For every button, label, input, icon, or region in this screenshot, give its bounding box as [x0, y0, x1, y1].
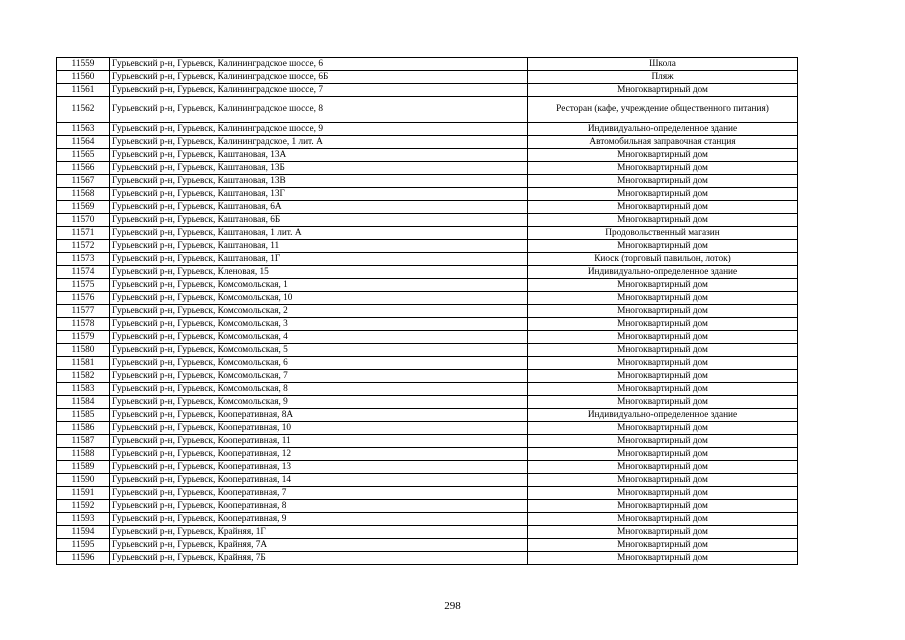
- address-cell: Гурьевский р-н, Гурьевск, Комсомольская, 3: [110, 318, 528, 331]
- object-type-cell: Многоквартирный дом: [528, 162, 798, 175]
- row-number-cell: 11592: [57, 500, 110, 513]
- table-row: [57, 526, 798, 539]
- row-number-cell: 11583: [57, 383, 110, 396]
- address-cell: Гурьевский р-н, Гурьевск, Комсомольская, 6: [110, 357, 528, 370]
- address-cell: Гурьевский р-н, Гурьевск, Каштановая, 6А: [110, 201, 528, 214]
- object-type-cell: Киоск (торговый павильон, лоток): [528, 253, 798, 266]
- object-type-cell: Многоквартирный дом: [528, 500, 798, 513]
- object-type-cell: Многоквартирный дом: [528, 331, 798, 344]
- row-number-cell: 11596: [57, 552, 110, 565]
- row-number-cell: 11566: [57, 162, 110, 175]
- table-row: [57, 240, 798, 253]
- table-row: [57, 448, 798, 461]
- object-type-cell: Многоквартирный дом: [528, 357, 798, 370]
- row-number-cell: 11581: [57, 357, 110, 370]
- row-number-cell: 11561: [57, 84, 110, 97]
- object-type-cell: Пляж: [528, 71, 798, 84]
- row-number-cell: 11576: [57, 292, 110, 305]
- object-type-cell: Многоквартирный дом: [528, 318, 798, 331]
- registry-table-body: [57, 58, 798, 565]
- row-number-cell: 11563: [57, 123, 110, 136]
- row-number-cell: 11591: [57, 487, 110, 500]
- address-cell: Гурьевский р-н, Гурьевск, Кооперативная, 7: [110, 487, 528, 500]
- table-row: [57, 188, 798, 201]
- row-number-cell: 11565: [57, 149, 110, 162]
- table-row: [57, 344, 798, 357]
- row-number-cell: 11578: [57, 318, 110, 331]
- object-type-cell: Многоквартирный дом: [528, 435, 798, 448]
- address-cell: Гурьевский р-н, Гурьевск, Комсомольская, 9: [110, 396, 528, 409]
- table-row: [57, 305, 798, 318]
- table-row: [57, 500, 798, 513]
- address-cell: Гурьевский р-н, Гурьевск, Комсомольская, 1: [110, 279, 528, 292]
- address-cell: Гурьевский р-н, Гурьевск, Каштановая, 11: [110, 240, 528, 253]
- address-cell: Гурьевский р-н, Гурьевск, Каштановая, 6Б: [110, 214, 528, 227]
- object-type-cell: Многоквартирный дом: [528, 305, 798, 318]
- table-row: [57, 201, 798, 214]
- row-number-cell: 11567: [57, 175, 110, 188]
- address-cell: Гурьевский р-н, Гурьевск, Каштановая, 1 лит. А: [110, 227, 528, 240]
- row-number-cell: 11570: [57, 214, 110, 227]
- address-cell: Гурьевский р-н, Гурьевск, Кооперативная, 13: [110, 461, 528, 474]
- object-type-cell: Школа: [528, 58, 798, 71]
- row-number-cell: 11559: [57, 58, 110, 71]
- table-row: [57, 435, 798, 448]
- address-cell: Гурьевский р-н, Гурьевск, Калининградское шоссе, 6: [110, 58, 528, 71]
- table-row: [57, 383, 798, 396]
- object-type-cell: Индивидуально-определенное здание: [528, 266, 798, 279]
- table-row: [57, 266, 798, 279]
- object-type-cell: Многоквартирный дом: [528, 175, 798, 188]
- table-row: [57, 318, 798, 331]
- address-cell: Гурьевский р-н, Гурьевск, Кооперативная, 8А: [110, 409, 528, 422]
- address-cell: Гурьевский р-н, Гурьевск, Кооперативная, 9: [110, 513, 528, 526]
- row-number-cell: 11594: [57, 526, 110, 539]
- object-type-cell: Многоквартирный дом: [528, 448, 798, 461]
- table-row: [57, 474, 798, 487]
- address-cell: Гурьевский р-н, Гурьевск, Крайняя, 1Г: [110, 526, 528, 539]
- address-cell: Гурьевский р-н, Гурьевск, Комсомольская, 7: [110, 370, 528, 383]
- address-cell: Гурьевский р-н, Гурьевск, Кооперативная, 11: [110, 435, 528, 448]
- address-cell: Гурьевский р-н, Гурьевск, Каштановая, 13Б: [110, 162, 528, 175]
- row-number-cell: 11569: [57, 201, 110, 214]
- table-row: [57, 461, 798, 474]
- address-cell: Гурьевский р-н, Гурьевск, Крайняя, 7А: [110, 539, 528, 552]
- address-cell: Гурьевский р-н, Гурьевск, Комсомольская, 5: [110, 344, 528, 357]
- object-type-cell: Многоквартирный дом: [528, 461, 798, 474]
- row-number-cell: 11579: [57, 331, 110, 344]
- table-row: [57, 331, 798, 344]
- row-number-cell: 11582: [57, 370, 110, 383]
- row-number-cell: 11589: [57, 461, 110, 474]
- address-cell: Гурьевский р-н, Гурьевск, Калининградское шоссе, 9: [110, 123, 528, 136]
- address-cell: Гурьевский р-н, Гурьевск, Комсомольская, 2: [110, 305, 528, 318]
- address-cell: Гурьевский р-н, Гурьевск, Калининградское, 1 лит. А: [110, 136, 528, 149]
- address-cell: Гурьевский р-н, Гурьевск, Кооперативная, 8: [110, 500, 528, 513]
- table-row: [57, 214, 798, 227]
- row-number-cell: 11595: [57, 539, 110, 552]
- object-type-cell: Индивидуально-определенное здание: [528, 409, 798, 422]
- table-row: [57, 487, 798, 500]
- row-number-cell: 11568: [57, 188, 110, 201]
- object-type-cell: Многоквартирный дом: [528, 201, 798, 214]
- address-cell: Гурьевский р-н, Гурьевск, Каштановая, 13Г: [110, 188, 528, 201]
- table-row: [57, 370, 798, 383]
- row-number-cell: 11586: [57, 422, 110, 435]
- address-cell: Гурьевский р-н, Гурьевск, Каштановая, 1Г: [110, 253, 528, 266]
- table-row: [57, 162, 798, 175]
- row-number-cell: 11574: [57, 266, 110, 279]
- address-cell: Гурьевский р-н, Гурьевск, Кооперативная, 14: [110, 474, 528, 487]
- table-row: [57, 513, 798, 526]
- row-number-cell: 11584: [57, 396, 110, 409]
- address-cell: Гурьевский р-н, Гурьевск, Калининградское шоссе, 6Б: [110, 71, 528, 84]
- table-row: [57, 97, 798, 123]
- table-row: [57, 71, 798, 84]
- table-row: [57, 253, 798, 266]
- address-cell: Гурьевский р-н, Гурьевск, Кооперативная, 10: [110, 422, 528, 435]
- address-cell: Гурьевский р-н, Гурьевск, Калининградское шоссе, 7: [110, 84, 528, 97]
- object-type-cell: Многоквартирный дом: [528, 84, 798, 97]
- row-number-cell: 11577: [57, 305, 110, 318]
- address-cell: Гурьевский р-н, Гурьевск, Кооперативная, 12: [110, 448, 528, 461]
- row-number-cell: 11593: [57, 513, 110, 526]
- object-type-cell: Автомобильная заправочная станция: [528, 136, 798, 149]
- table-row: [57, 409, 798, 422]
- object-type-cell: Многоквартирный дом: [528, 149, 798, 162]
- row-number-cell: 11571: [57, 227, 110, 240]
- row-number-cell: 11572: [57, 240, 110, 253]
- table-row: [57, 539, 798, 552]
- row-number-cell: 11585: [57, 409, 110, 422]
- address-cell: Гурьевский р-н, Гурьевск, Калининградское шоссе, 8: [110, 97, 528, 123]
- row-number-cell: 11580: [57, 344, 110, 357]
- address-cell: Гурьевский р-н, Гурьевск, Кленовая, 15: [110, 266, 528, 279]
- row-number-cell: 11564: [57, 136, 110, 149]
- page-number: 298: [444, 600, 461, 612]
- object-type-cell: Многоквартирный дом: [528, 474, 798, 487]
- object-type-cell: Многоквартирный дом: [528, 539, 798, 552]
- table-row: [57, 422, 798, 435]
- object-type-cell: Индивидуально-определенное здание: [528, 123, 798, 136]
- object-type-cell: Многоквартирный дом: [528, 396, 798, 409]
- object-type-cell: Многоквартирный дом: [528, 383, 798, 396]
- row-number-cell: 11573: [57, 253, 110, 266]
- table-row: [57, 84, 798, 97]
- address-cell: Гурьевский р-н, Гурьевск, Каштановая, 13В: [110, 175, 528, 188]
- object-type-cell: Многоквартирный дом: [528, 214, 798, 227]
- table-row: [57, 136, 798, 149]
- address-cell: Гурьевский р-н, Гурьевск, Каштановая, 13А: [110, 149, 528, 162]
- table-row: [57, 552, 798, 565]
- object-type-cell: Ресторан (кафе, учреждение общественного питания): [528, 97, 798, 123]
- row-number-cell: 11587: [57, 435, 110, 448]
- object-type-cell: Многоквартирный дом: [528, 513, 798, 526]
- object-type-cell: Многоквартирный дом: [528, 526, 798, 539]
- object-type-cell: Продовольственный магазин: [528, 227, 798, 240]
- table-row: [57, 58, 798, 71]
- row-number-cell: 11562: [57, 97, 110, 123]
- object-type-cell: Многоквартирный дом: [528, 344, 798, 357]
- table-row: [57, 357, 798, 370]
- object-type-cell: Многоквартирный дом: [528, 552, 798, 565]
- table-row: [57, 149, 798, 162]
- table-row: [57, 292, 798, 305]
- table-row: [57, 396, 798, 409]
- row-number-cell: 11575: [57, 279, 110, 292]
- object-type-cell: Многоквартирный дом: [528, 487, 798, 500]
- object-type-cell: Многоквартирный дом: [528, 188, 798, 201]
- object-type-cell: Многоквартирный дом: [528, 279, 798, 292]
- object-type-cell: Многоквартирный дом: [528, 370, 798, 383]
- address-cell: Гурьевский р-н, Гурьевск, Комсомольская, 8: [110, 383, 528, 396]
- address-cell: Гурьевский р-н, Гурьевск, Крайняя, 7Б: [110, 552, 528, 565]
- registry-table: [56, 57, 798, 565]
- table-row: [57, 227, 798, 240]
- table-row: [57, 123, 798, 136]
- object-type-cell: Многоквартирный дом: [528, 240, 798, 253]
- object-type-cell: Многоквартирный дом: [528, 292, 798, 305]
- object-type-cell: Многоквартирный дом: [528, 422, 798, 435]
- row-number-cell: 11588: [57, 448, 110, 461]
- address-cell: Гурьевский р-н, Гурьевск, Комсомольская, 4: [110, 331, 528, 344]
- table-row: [57, 279, 798, 292]
- row-number-cell: 11560: [57, 71, 110, 84]
- table-row: [57, 175, 798, 188]
- row-number-cell: 11590: [57, 474, 110, 487]
- address-cell: Гурьевский р-н, Гурьевск, Комсомольская, 10: [110, 292, 528, 305]
